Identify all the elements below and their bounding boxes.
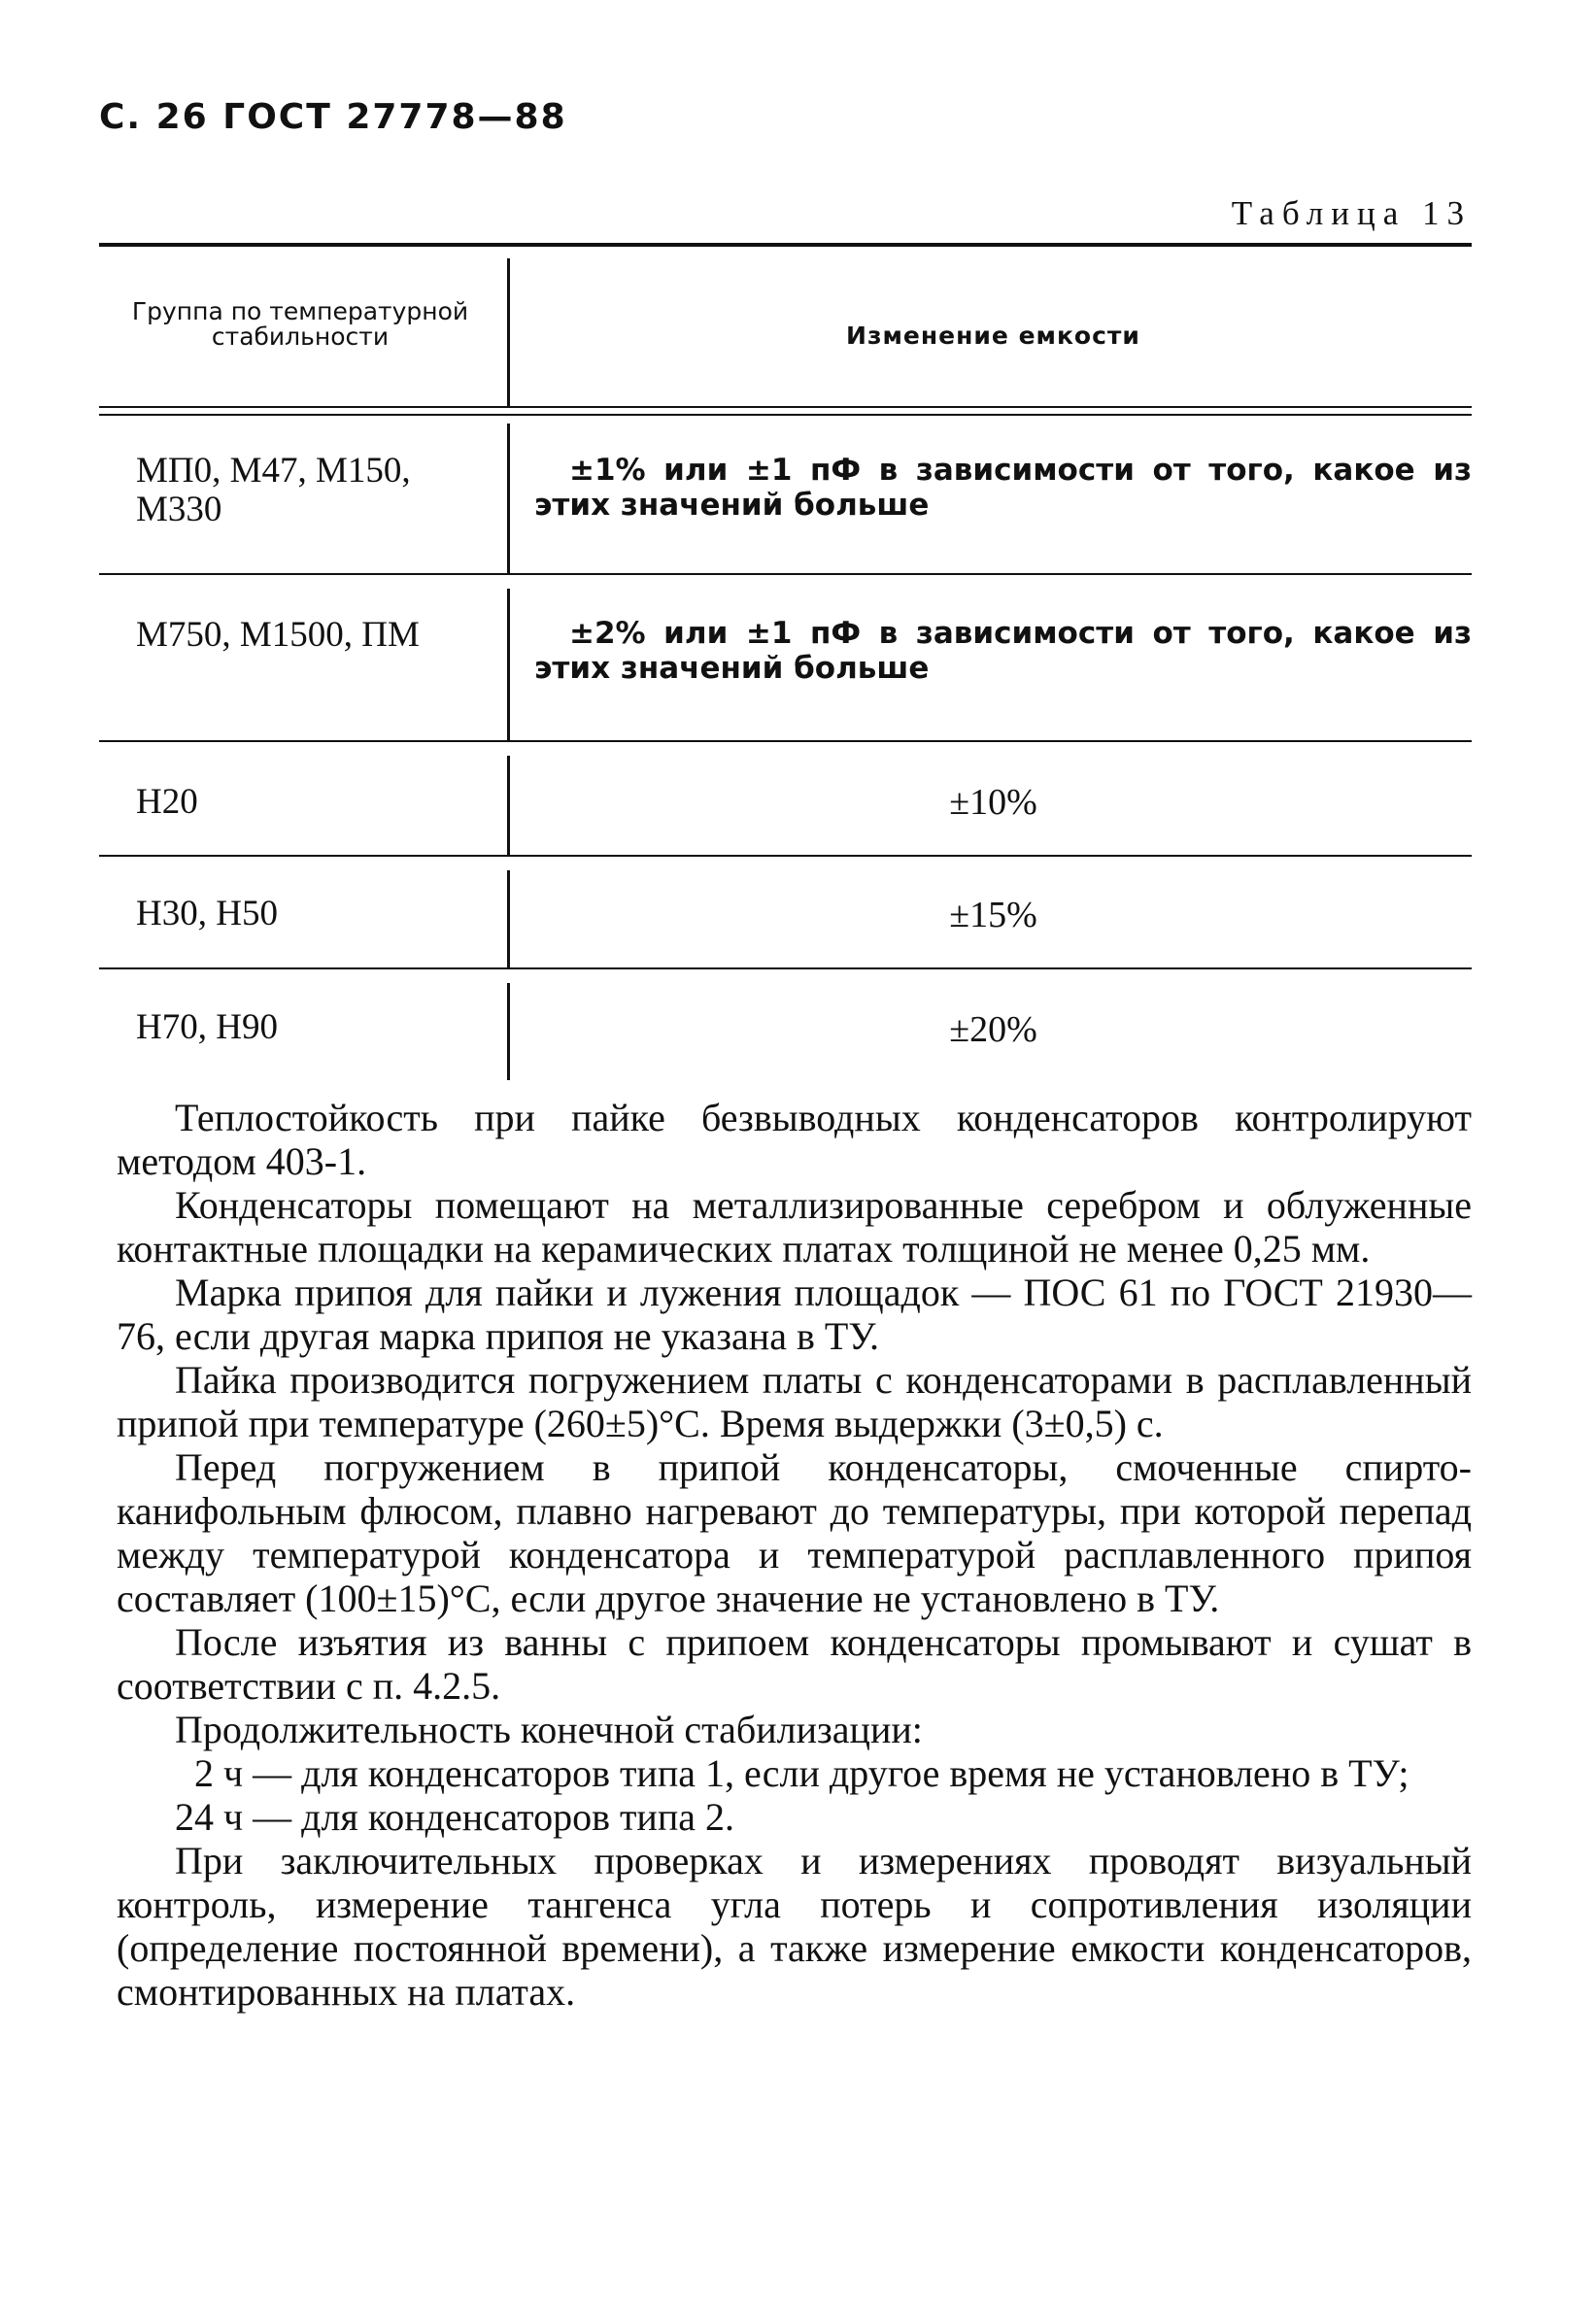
table-row-group: М750, М1500, ПМ (136, 615, 420, 655)
table-row-group: Н70, Н90 (136, 1007, 278, 1047)
paragraph: Пайка производится погружением платы с конденсаторами в расплавленный припой при температуре (260±5)°С. Время выдержки (3±0,5) с. (117, 1358, 1472, 1445)
row-divider (99, 967, 1472, 969)
column-header-group: Группа по температурной стабильности (131, 297, 469, 351)
paragraph: Марка припоя для пайки и лужения площадок — ПОС 61 по ГОСТ 21930—76, если другая марка припоя не указана в ТУ. (117, 1271, 1472, 1358)
paragraph: Теплостойкость при пайке безвыводных конденсаторов контролируют методом 403-1. (117, 1096, 1472, 1183)
column-divider (507, 424, 510, 573)
table-header-rule-2 (99, 414, 1472, 416)
paragraph: Конденсаторы помещают на металлизированные серебром и облуженные контактные площадки на керамических платах толщиной не менее 0,25 мм. (117, 1183, 1472, 1271)
table-row-group: МП0, М47, М150, М330 (136, 451, 411, 529)
table-row-change (534, 616, 1472, 686)
paragraph: После изъятия из ванны с припоем конденсаторы промывают и сушат в соответствии с п. 4.2.5. (117, 1620, 1472, 1708)
table-top-rule (99, 243, 1472, 247)
column-divider (507, 589, 510, 740)
column-divider (507, 258, 510, 408)
table-row-change-text: ±2% или ±1 пФ в зависимости от того, какое из этих значений больше (534, 616, 1472, 686)
table-row-change: ±15% (949, 895, 1037, 935)
table-row-group: Н30, Н50 (136, 894, 278, 933)
column-divider (507, 870, 510, 967)
row-divider (99, 855, 1472, 857)
page-header: С. 26 ГОСТ 27778—88 (99, 97, 567, 137)
table-row-change: ±20% (949, 1009, 1037, 1050)
table-caption: Таблица 13 (1231, 194, 1472, 232)
paragraph: Продолжительность конечной стабилизации: (175, 1708, 923, 1751)
table-header-rule-1 (99, 406, 1472, 408)
row-divider (99, 740, 1472, 742)
column-header-change: Изменение емкости (846, 322, 1140, 350)
paragraph: При заключительных проверках и измерениях проводят визуальный контроль, измерение тангенса угла потерь и сопротивления изоляции (определение постоянной времени), а также измерение емкости конденсаторов, смонтированных на платах. (117, 1839, 1472, 2014)
table-row-group: Н20 (136, 782, 198, 822)
table-row-change: ±10% (949, 782, 1037, 823)
row-divider (99, 573, 1472, 575)
column-divider (507, 756, 510, 855)
table-row-change (534, 453, 1472, 523)
list-item: 2 ч — для конденсаторов типа 1, если другое время не установлено в ТУ; (194, 1751, 1409, 1795)
column-divider (507, 983, 510, 1080)
paragraph: Перед погружением в припой конденсаторы, смоченные спирто-канифольным флюсом, плавно нагревают до температуры, при которой перепад между температурой конденсатора и температурой расплавленного припоя составляет (100±15)°С, если другое значение не установлено в ТУ. (117, 1445, 1472, 1620)
list-item: 24 ч — для конденсаторов типа 2. (175, 1795, 734, 1839)
table-row-change-text: ±1% или ±1 пФ в зависимости от того, какое из этих значений больше (534, 453, 1472, 523)
body-text (117, 1096, 1472, 2014)
